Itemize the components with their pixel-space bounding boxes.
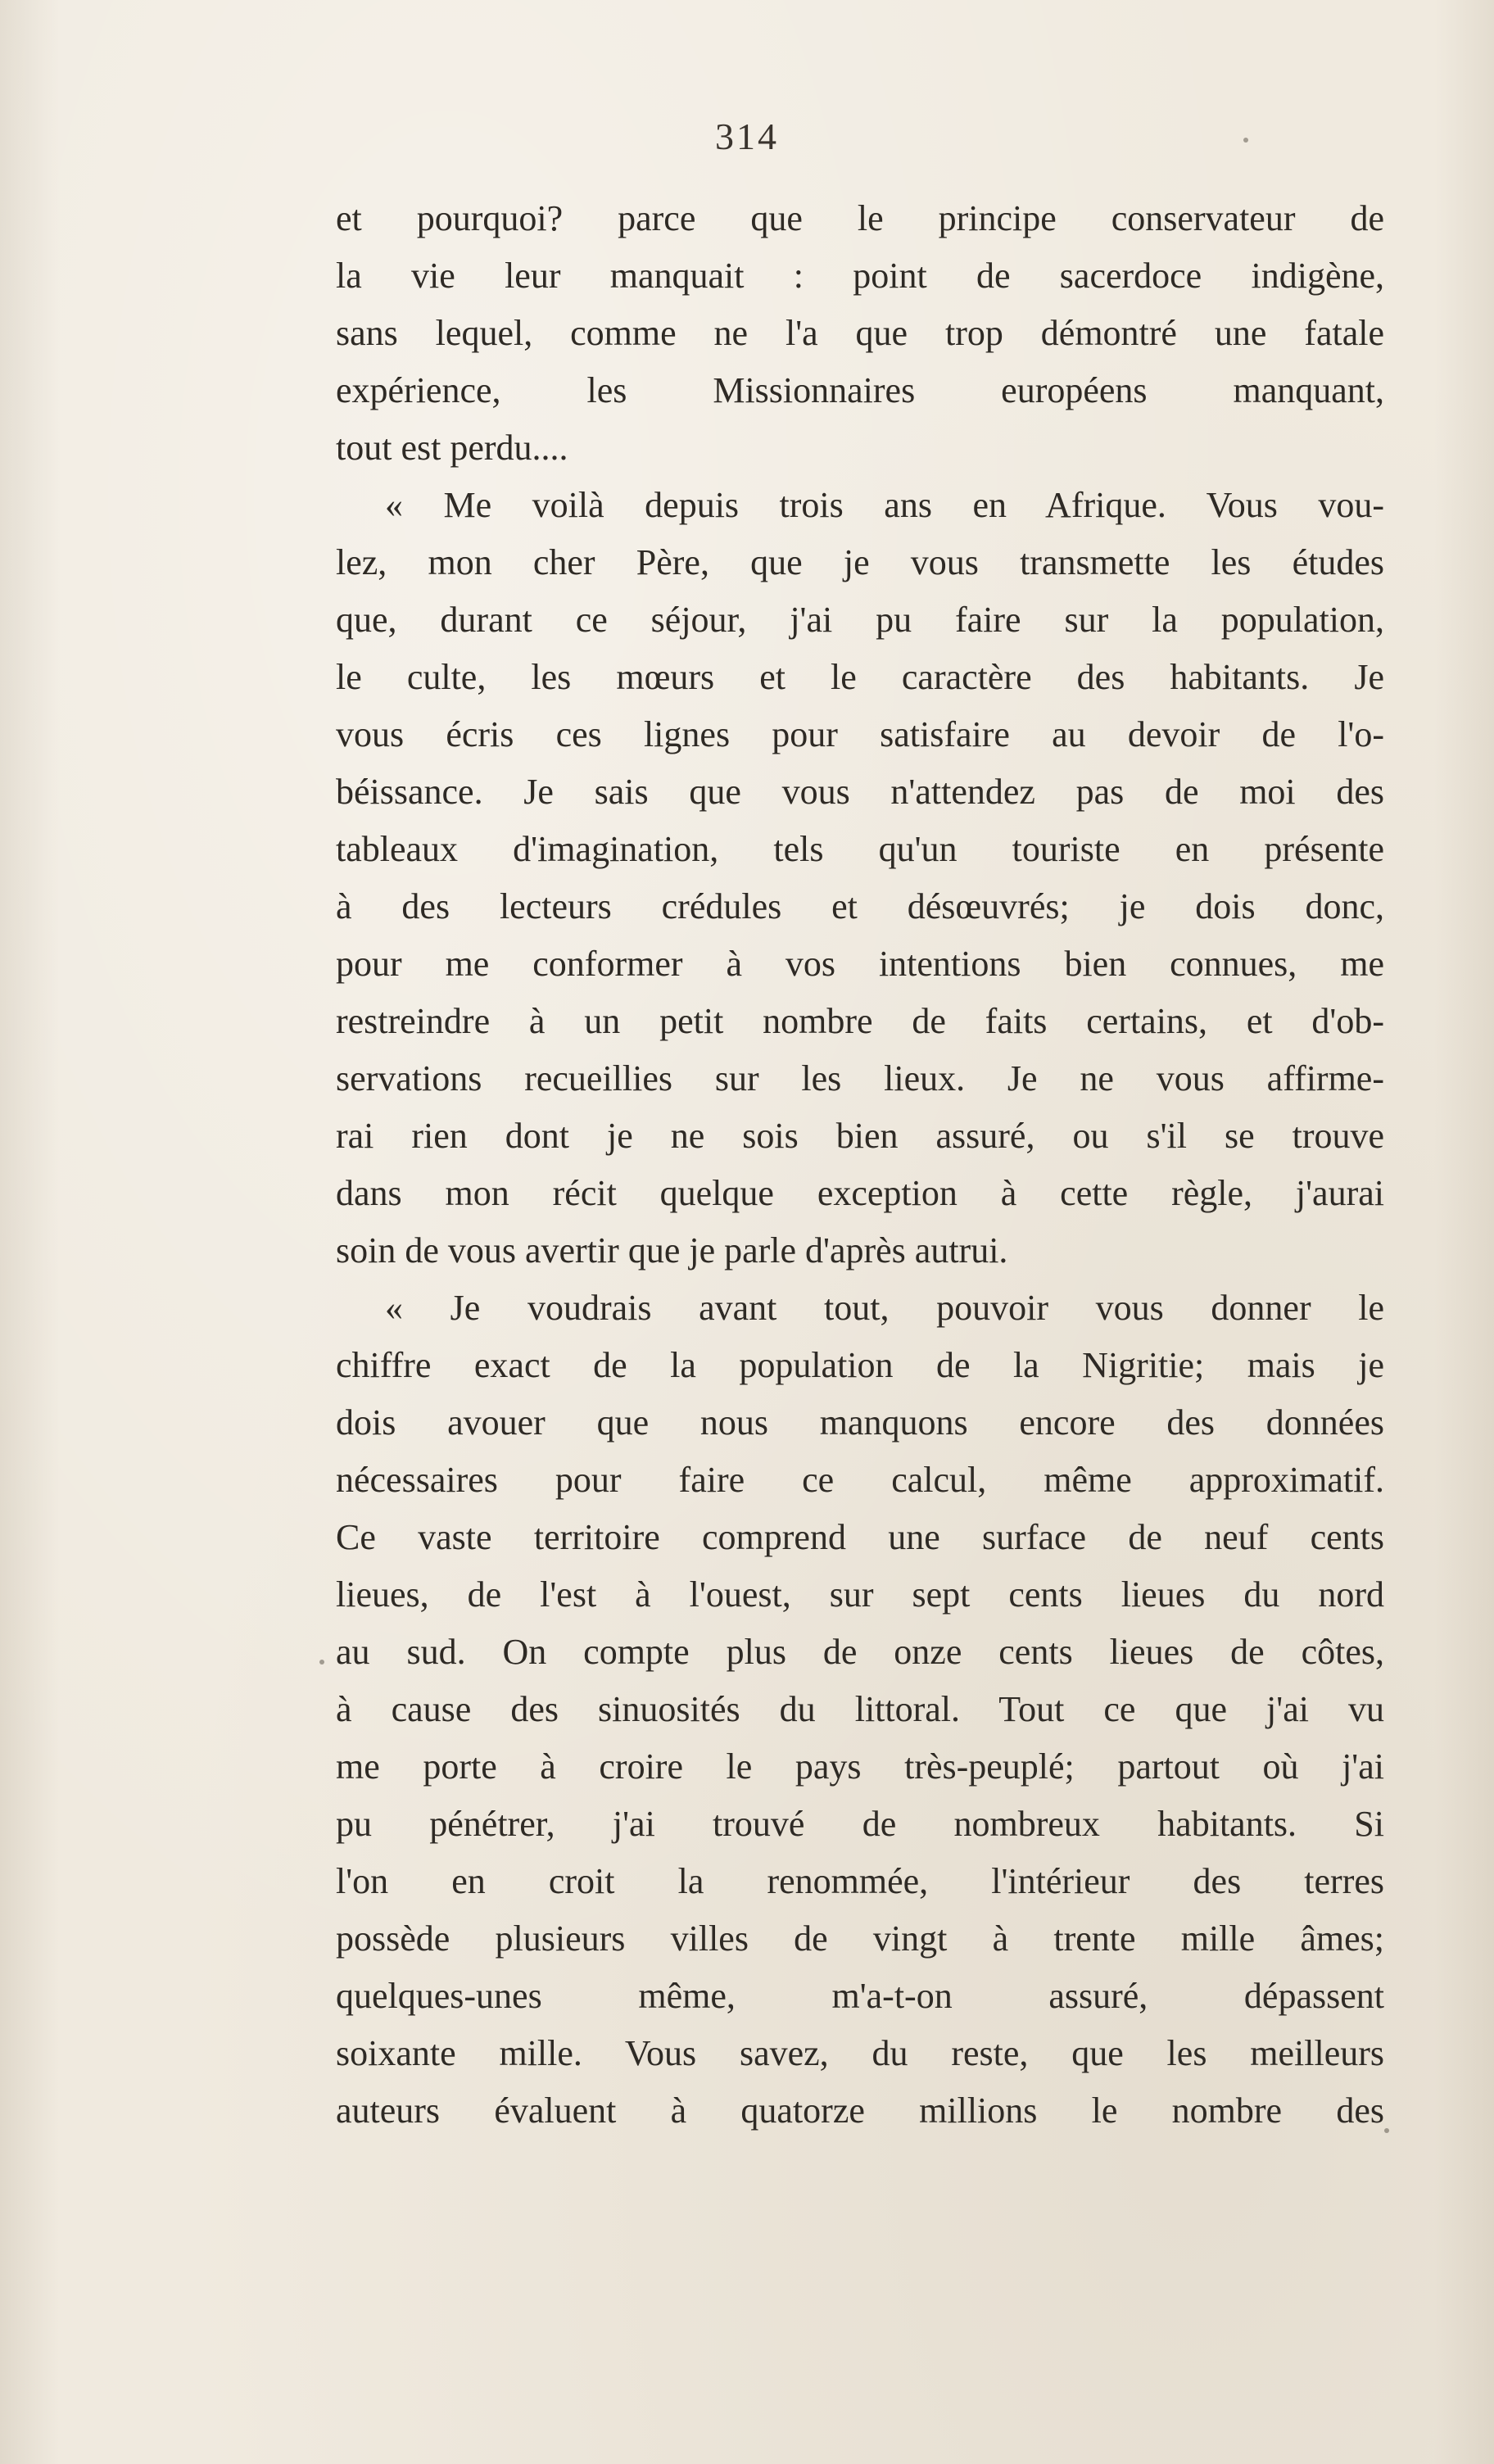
text-line: dois avouer que nous manquons encore des données <box>336 1402 1384 1443</box>
text-line: me porte à croire le pays très-peuplé; partout où j'ai <box>336 1746 1384 1787</box>
text-line: vous écris ces lignes pour satisfaire au devoir de l'o- <box>336 714 1384 754</box>
text-line: dans mon récit quelque exception à cette règle, j'aurai <box>336 1173 1384 1213</box>
text-line: la vie leur manquait : point de sacerdoce indigène, <box>336 256 1384 296</box>
text-line: tableaux d'imagination, tels qu'un touriste en présente <box>336 829 1384 869</box>
text-line: et pourquoi? parce que le principe conservateur de <box>336 198 1384 238</box>
text-line: tout est perdu.... <box>336 428 568 468</box>
print-speck <box>1384 2128 1389 2133</box>
text-line: à des lecteurs crédules et désœuvrés; je dois donc, <box>336 886 1384 926</box>
paragraph-start-line: « Me voilà depuis trois ans en Afrique. Vous vou- <box>385 485 1384 525</box>
paragraph-start-line: « Je voudrais avant tout, pouvoir vous donner le <box>385 1288 1384 1328</box>
text-line: auteurs évaluent à quatorze millions le nombre des <box>336 2090 1384 2131</box>
text-line: à cause des sinuosités du littoral. Tout ce que j'ai vu <box>336 1689 1384 1729</box>
text-line: quelques-unes même, m'a-t-on assuré, dépassent <box>336 1976 1384 2016</box>
text-line: que, durant ce séjour, j'ai pu faire sur la population, <box>336 600 1384 640</box>
text-line: soixante mille. Vous savez, du reste, que les meilleurs <box>336 2033 1384 2073</box>
text-line: nécessaires pour faire ce calcul, même approximatif. <box>336 1460 1384 1500</box>
text-line: lieues, de l'est à l'ouest, sur sept cents lieues du nord <box>336 1574 1384 1615</box>
print-speck <box>1243 138 1248 143</box>
text-line: l'on en croit la renommée, l'intérieur des terres <box>336 1861 1384 1901</box>
text-line: servations recueillies sur les lieux. Je ne vous affirme- <box>336 1058 1384 1098</box>
text-line: au sud. On compte plus de onze cents lieues de côtes, <box>336 1632 1384 1672</box>
body-text <box>336 190 1384 2140</box>
text-line: le culte, les mœurs et le caractère des habitants. Je <box>336 657 1384 697</box>
text-line: sans lequel, comme ne l'a que trop démontré une fatale <box>336 313 1384 353</box>
text-line: expérience, les Missionnaires européens manquant, <box>336 370 1384 410</box>
text-line: rai rien dont je ne sois bien assuré, ou s'il se trouve <box>336 1116 1384 1156</box>
text-line: soin de vous avertir que je parle d'après autrui. <box>336 1230 1008 1270</box>
text-line: Ce vaste territoire comprend une surface de neuf cents <box>336 1517 1384 1557</box>
text-line: chiffre exact de la population de la Nigritie; mais je <box>336 1345 1384 1385</box>
text-line: pour me conformer à vos intentions bien connues, me <box>336 944 1384 984</box>
text-line: pu pénétrer, j'ai trouvé de nombreux habitants. Si <box>336 1804 1384 1844</box>
page-number: 314 <box>715 116 779 157</box>
print-speck <box>319 1660 324 1665</box>
text-line: lez, mon cher Père, que je vous transmette les études <box>336 542 1384 582</box>
text-line: possède plusieurs villes de vingt à trente mille âmes; <box>336 1918 1384 1959</box>
text-line: restreindre à un petit nombre de faits certains, et d'ob- <box>336 1001 1384 1041</box>
text-line: béissance. Je sais que vous n'attendez pas de moi des <box>336 772 1384 812</box>
